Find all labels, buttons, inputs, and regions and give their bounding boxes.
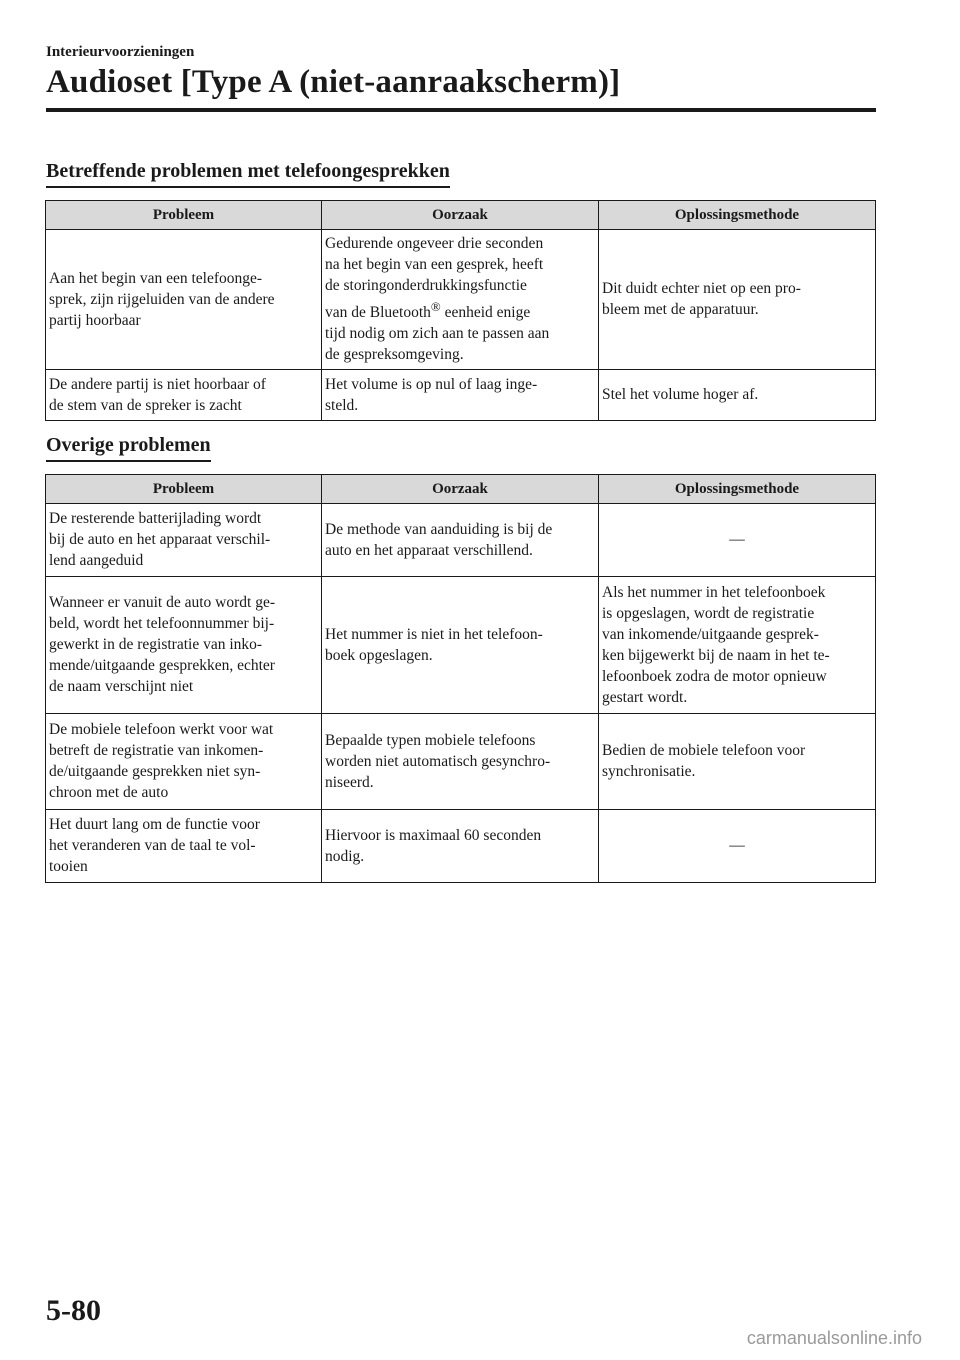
- column-header-cause: Oorzaak: [322, 475, 599, 504]
- page-title: Audioset [Type A (niet-aanraakscherm)]: [46, 64, 621, 100]
- phone-calls-table: [45, 200, 876, 421]
- solution-cell: Dit duidt echter niet op een pro- bleem met de apparatuur.: [599, 230, 876, 370]
- cause-cell: Het volume is op nul of laag inge- steld.: [322, 370, 599, 421]
- solution-cell: Stel het volume hoger af.: [599, 370, 876, 421]
- table-row: [46, 714, 876, 810]
- solution-cell: Bedien de mobiele telefoon voor synchronisatie.: [599, 714, 876, 810]
- problem-cell: Aan het begin van een telefoonge- sprek, zijn rijgeluiden van de andere partij hoorbaar: [46, 230, 322, 370]
- table-row: [46, 810, 876, 883]
- table-row: [46, 504, 876, 577]
- column-header-cause: Oorzaak: [322, 201, 599, 230]
- problem-cell: De andere partij is niet hoorbaar of de stem van de spreker is zacht: [46, 370, 322, 421]
- cause-cell: Hiervoor is maximaal 60 seconden nodig.: [322, 810, 599, 883]
- section-heading-phone-calls: Betreffende problemen met telefoongesprekken: [46, 160, 450, 188]
- page-number: 5-80: [46, 1294, 101, 1327]
- problem-cell: De mobiele telefoon werkt voor wat betreft de registratie van inkomen- de/uitgaande gesprekken niet syn- chroon met de auto: [46, 714, 322, 810]
- solution-cell: Als het nummer in het telefoonboek is opgeslagen, wordt de registratie van inkomende/uitgaande gesprek- ken bijgewerkt bij de naam in het te- lefoonboek zodra de motor opnieuw gestart wordt.: [599, 577, 876, 714]
- registered-mark: ®: [430, 299, 441, 314]
- title-rule: [46, 108, 876, 112]
- table-row: [46, 577, 876, 714]
- chapter-label: Interieurvoorzieningen: [46, 44, 195, 60]
- table-row: [46, 370, 876, 421]
- cause-cell: Bepaalde typen mobiele telefoons worden niet automatisch gesynchro- niseerd.: [322, 714, 599, 810]
- solution-cell: —: [599, 810, 876, 883]
- section-heading-other-problems: Overige problemen: [46, 434, 211, 462]
- cause-cell: [322, 230, 599, 370]
- table-header-row: [46, 475, 876, 504]
- cause-text-continued: eenheid enige tijd nodig om zich aan te passen aan de gespreksomgeving.: [325, 304, 550, 364]
- column-header-problem: Probleem: [46, 475, 322, 504]
- problem-cell: De resterende batterijlading wordt bij de auto en het apparaat verschil- lend aangeduid: [46, 504, 322, 577]
- cause-cell: Het nummer is niet in het telefoon- boek opgeslagen.: [322, 577, 599, 714]
- watermark: carmanualsonline.info: [746, 1328, 922, 1348]
- solution-cell: —: [599, 504, 876, 577]
- column-header-solution: Oplossingsmethode: [599, 201, 876, 230]
- column-header-solution: Oplossingsmethode: [599, 475, 876, 504]
- column-header-problem: Probleem: [46, 201, 322, 230]
- table-row: [46, 230, 876, 370]
- problem-cell: Het duurt lang om de functie voor het veranderen van de taal te vol- tooien: [46, 810, 322, 883]
- table-header-row: [46, 201, 876, 230]
- cause-text: Gedurende ongeveer drie seconden na het begin van een gesprek, heeft de storingonderdrukkingsfunctie van de Bluetooth: [325, 235, 544, 322]
- problem-cell: Wanneer er vanuit de auto wordt ge- beld, wordt het telefoonnummer bij- gewerkt in de registratie van inko- mende/uitgaande gesprekken, echter de naam verschijnt niet: [46, 577, 322, 714]
- other-problems-table: [45, 474, 876, 883]
- cause-cell: De methode van aanduiding is bij de auto en het apparaat verschillend.: [322, 504, 599, 577]
